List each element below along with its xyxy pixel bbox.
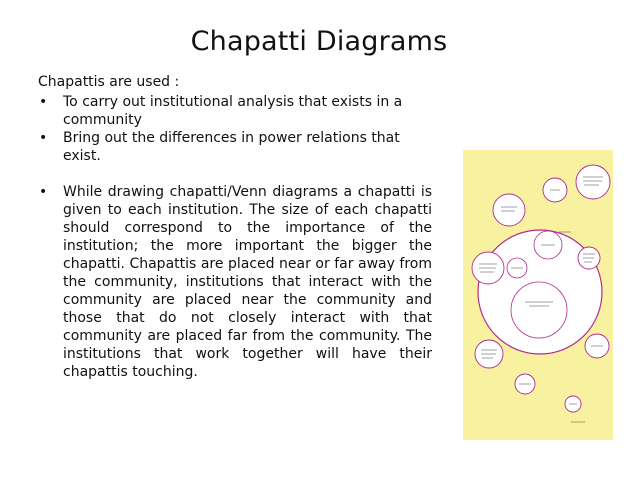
chapatti-diagram-drawing [463, 150, 613, 440]
bullet-item-3: • While drawing chapatti/Venn diagrams a chapatti is given to each institution. The size of each chapatti should correspond to the importance of the institution; the more important the bigger the chapatti. Chapattis are placed near or far away from the community, institutions that interact with the community are placed near the community and those that do not closely interact with that community are placed far from the community. The institutions that work together will have their chapattis touching. [38, 183, 432, 381]
chapatti-3 [576, 165, 610, 199]
bullet-list [38, 93, 432, 381]
chapatti-diagram-image [463, 150, 613, 440]
slide-title: Chapatti Diagrams [190, 26, 448, 57]
inner-circle-center [511, 282, 567, 338]
slide-body [38, 73, 432, 381]
bullet-item-2: • Bring out the differences in power relations that exist. [38, 129, 432, 165]
bullet-item-1: • To carry out institutional analysis that exists in a community [38, 93, 432, 129]
intro-text: Chapattis are used : [38, 74, 180, 90]
chapatti-1 [493, 194, 525, 226]
